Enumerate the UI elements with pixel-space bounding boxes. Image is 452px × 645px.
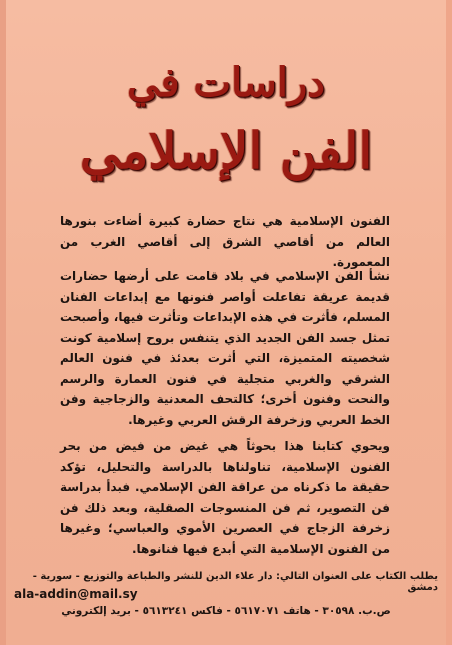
title-line-2: الفن الإسلامي — [79, 121, 373, 180]
title-line-1: دراسات في — [127, 59, 325, 106]
paragraph-origins: نشأ الفن الإسلامي في بلاد قامت على أرضها حضارات قديمة عريقة تفاعلت أواصر فنونها مع إبداعات الفنان المسلم، فأثرت في هذه الإبداعات وتأثرت فيها، وأصبحت تمثل جسد الفن الجديد الذي يتنفس بروح إسلامية كونت شخصيته المتميزة، التي أثرت بعدئذ في فنون العالم الشرقي والغربي متجلية في فنون العمارة والرسم والنحت وفنون أخرى؛ كالتحف المعدنية والزجاجية وفن الخط العربي وزخرفة الرقش العربي وغيرها. — [60, 269, 390, 427]
publisher-email: ala-addin@mail.sy — [14, 587, 138, 601]
publisher-contact-line: ص.ب. ٣٠٥٩٨ - هاتف ٥٦١٧٠٧١ - فاكس ٥٦١٣٢٤١ - بريد إلكتروني — [61, 605, 391, 617]
paragraph-intro: الفنون الإسلامية هي نتاج حضارة كبيرة أضاءت بنورها العالم من أقاصي الشرق إلى أقاصي الغرب من المعمورة. — [60, 214, 390, 269]
publisher-address-line: يطلب الكتاب على العنوان التالي: دار علاء الدين للنشر والطباعة والتوزيع - سورية - دمشق — [32, 571, 438, 593]
paragraph-book-contents: ويحوي كتابنا هذا بحوثاً هي غيض من فيض من بحر الفنون الإسلامية، تناولناها بالدراسة والتحليل، تؤكد حقيقة ما ذكرناه من عراقة الفن الإسلامي. فبدأ بدراسة فن التصوير، ثم فن المنسوجات الصقلية، وبعد ذلك فن زخرفة الزجاج في العصرين الأموي والعباسي؛ وغيرها من الفنون الإسلامية التي أبدع فيها فنانوها. — [60, 439, 390, 556]
